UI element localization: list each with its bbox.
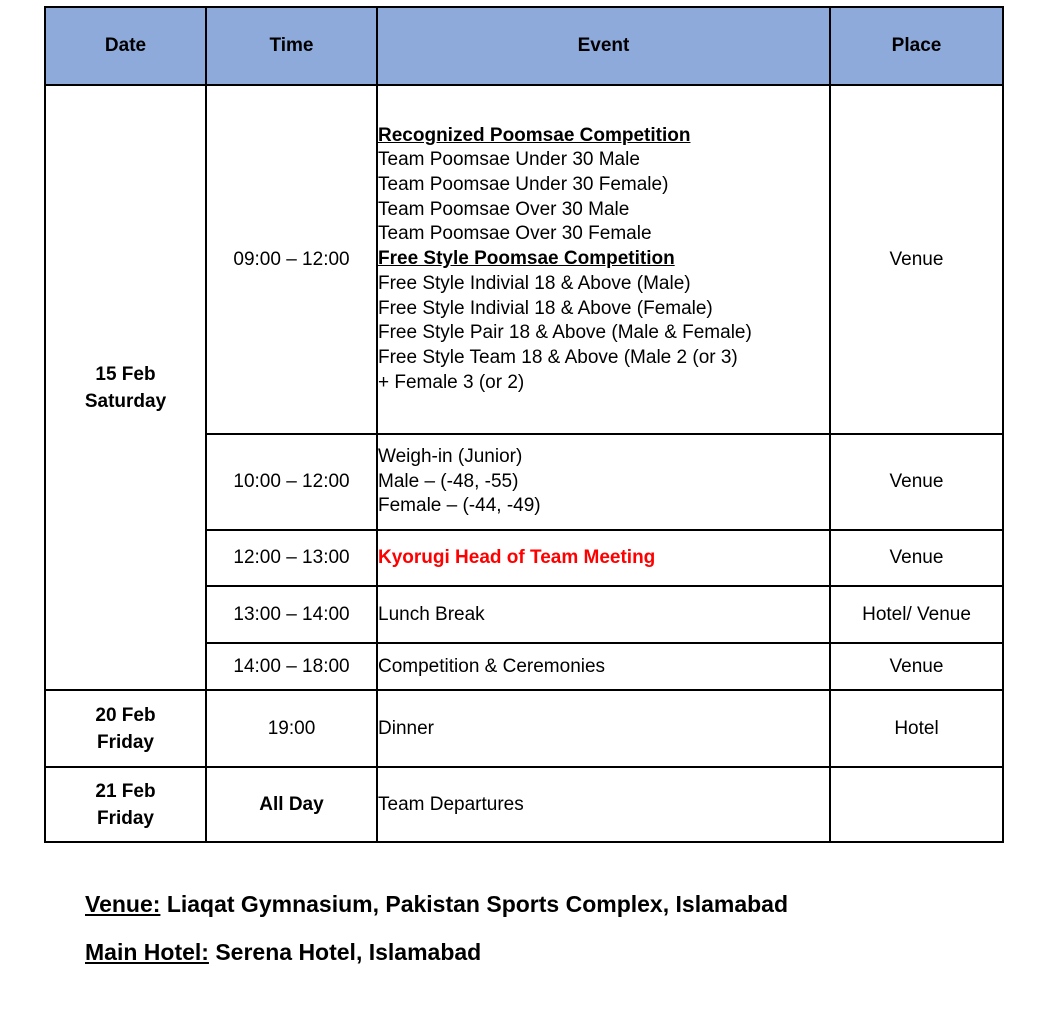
event-cell-highlight: Kyorugi Head of Team Meeting: [377, 530, 830, 586]
event-list: [378, 124, 829, 396]
event-section-header: Recognized Poomsae Competition: [378, 124, 691, 146]
event-line: Team Poomsae Over 30 Male: [378, 198, 630, 220]
event-line: Weigh-in (Junior): [378, 445, 523, 467]
place-cell: Hotel: [830, 690, 1003, 767]
date-weekday: Saturday: [84, 390, 167, 412]
date-day: 15 Feb: [95, 363, 156, 385]
date-cell-day2: [45, 690, 206, 767]
place-cell: Venue: [830, 434, 1003, 530]
venue-value: Liaqat Gymnasium, Pakistan Sports Complex, Islamabad: [166, 891, 789, 917]
venue-label: Venue:: [85, 891, 161, 917]
event-line: Free Style Indivial 18 & Above (Male): [378, 272, 691, 294]
event-line: Free Style Pair 18 & Above (Male & Female): [378, 322, 752, 344]
date-cell-day3: [45, 767, 206, 842]
event-cell: [377, 434, 830, 530]
time-cell: 10:00 – 12:00: [206, 434, 377, 530]
time-cell: 14:00 – 18:00: [206, 643, 377, 690]
event-cell: Lunch Break: [377, 586, 830, 643]
place-cell: Hotel/ Venue: [830, 586, 1003, 643]
table-row: [45, 85, 1003, 434]
hotel-label: Main Hotel:: [85, 939, 209, 965]
header-time: Time: [206, 7, 377, 85]
header-event: Event: [377, 7, 830, 85]
time-cell: 12:00 – 13:00: [206, 530, 377, 586]
time-cell: 09:00 – 12:00: [206, 85, 377, 434]
date-day: 21 Feb: [95, 780, 156, 802]
header-date: Date: [45, 7, 206, 85]
header-row: [45, 7, 1003, 85]
event-cell: Team Departures: [377, 767, 830, 842]
header-place: Place: [830, 7, 1003, 85]
place-cell: Venue: [830, 85, 1003, 434]
date-cell-day1: [45, 85, 206, 690]
event-list: [378, 445, 829, 519]
event-line: Female – (-44, -49): [378, 495, 541, 517]
place-cell: [830, 767, 1003, 842]
event-line: Male – (-48, -55): [378, 470, 519, 492]
event-line: Team Poomsae Over 30 Female: [378, 223, 652, 245]
time-cell: 13:00 – 14:00: [206, 586, 377, 643]
schedule-table: [44, 6, 1004, 843]
event-cell: Competition & Ceremonies: [377, 643, 830, 690]
place-cell: Venue: [830, 643, 1003, 690]
time-cell: All Day: [206, 767, 377, 842]
date-weekday: Friday: [96, 731, 155, 753]
event-line: + Female 3 (or 2): [378, 371, 525, 393]
event-line: Free Style Indivial 18 & Above (Female): [378, 297, 713, 319]
date-day: 20 Feb: [95, 704, 156, 726]
table-row: [45, 690, 1003, 767]
time-cell: 19:00: [206, 690, 377, 767]
event-section-header: Free Style Poomsae Competition: [378, 248, 675, 270]
event-cell: [377, 85, 830, 434]
event-line: Team Poomsae Under 30 Female): [378, 174, 669, 196]
footer-venue: [85, 891, 788, 918]
event-line: Free Style Team 18 & Above (Male 2 (or 3): [378, 346, 738, 368]
event-line: Team Poomsae Under 30 Male: [378, 149, 640, 171]
footer-hotel: [85, 939, 481, 966]
hotel-value: Serena Hotel, Islamabad: [215, 939, 482, 965]
date-weekday: Friday: [96, 807, 155, 829]
table-row: [45, 767, 1003, 842]
event-cell: Dinner: [377, 690, 830, 767]
place-cell: Venue: [830, 530, 1003, 586]
